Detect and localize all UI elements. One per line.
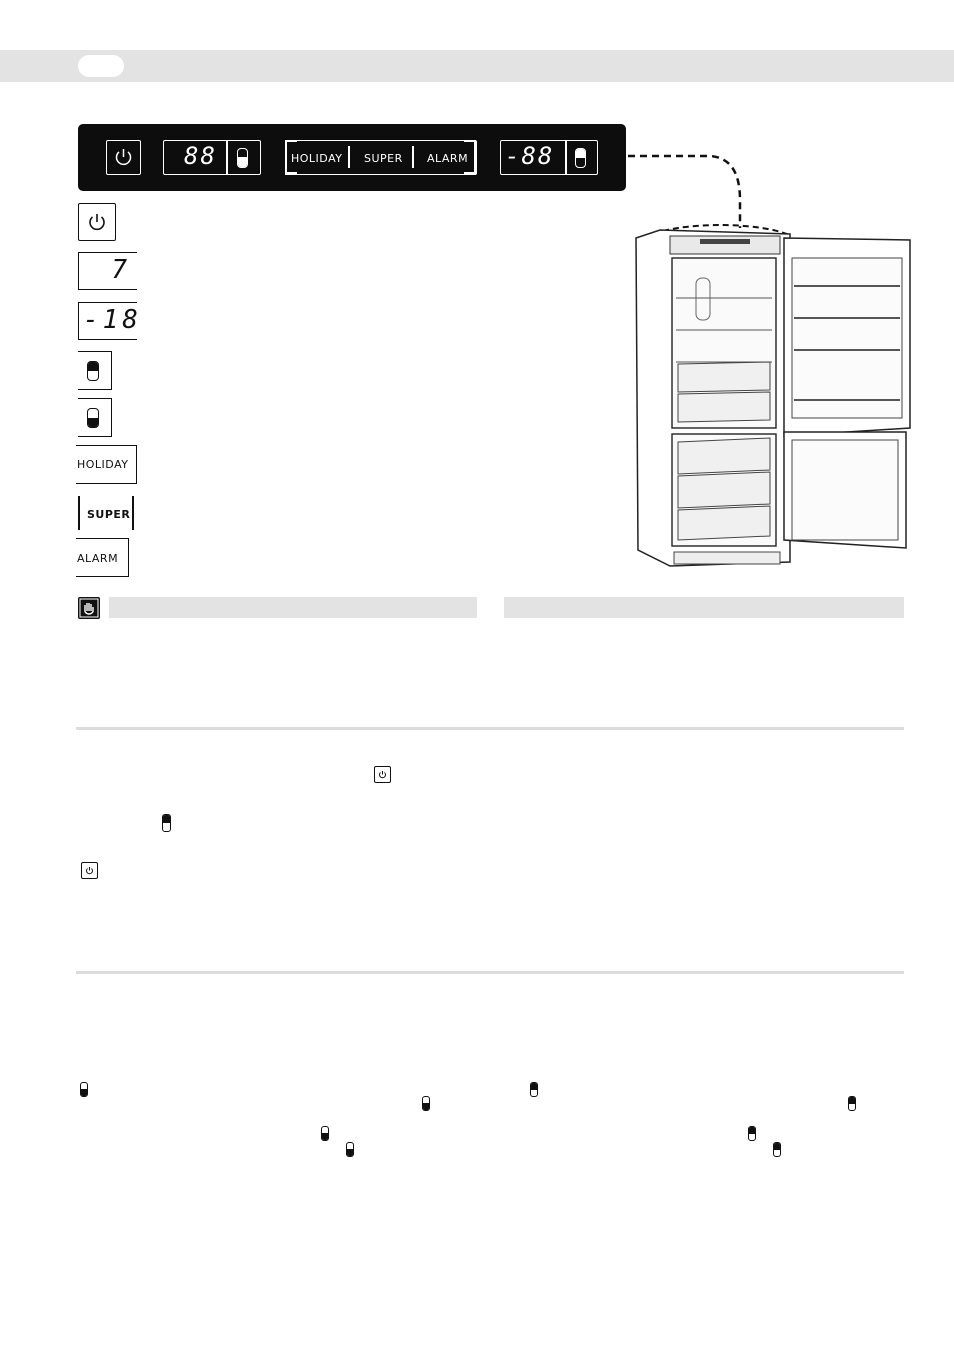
alarm-button[interactable]: ALARM: [427, 152, 469, 165]
temperature-selector-icon: [80, 1082, 88, 1097]
legend-fridge-temp: 7: [111, 255, 131, 285]
language-badge: [78, 55, 124, 77]
hand-warning-icon: [78, 597, 100, 619]
header-bar: [0, 50, 954, 82]
temperature-selector-icon: [773, 1142, 781, 1157]
holiday-button[interactable]: HOLIDAY: [291, 152, 343, 165]
temperature-selector-icon: [748, 1126, 756, 1141]
legend-freezer-selector: [78, 398, 112, 437]
power-icon: [81, 862, 98, 879]
power-icon: [374, 766, 391, 783]
temperature-selector-icon: [575, 148, 586, 168]
legend-freezer-temp: -18: [83, 305, 142, 335]
fridge-illustration: [630, 222, 914, 576]
temperature-selector-icon: [848, 1096, 856, 1111]
section-divider: [76, 727, 904, 730]
power-icon: [107, 141, 140, 174]
power-icon: [79, 204, 115, 240]
legend-super-label: SUPER: [87, 508, 131, 521]
temperature-selector-icon: [346, 1142, 354, 1157]
legend-alarm-label: ALARM: [77, 552, 119, 565]
legend-fridge-selector: [78, 351, 112, 390]
section-header-bar: [504, 597, 904, 618]
temperature-selector-icon: [162, 814, 171, 832]
temperature-selector-icon: [87, 361, 99, 381]
temperature-selector-icon: [321, 1126, 329, 1141]
temperature-selector-icon: [422, 1096, 430, 1111]
legend-freezer-display: [78, 302, 142, 340]
legend-power-button: [78, 203, 116, 241]
super-button[interactable]: SUPER: [364, 152, 403, 165]
fridge-temp-digits: 88: [184, 142, 217, 170]
freezer-temp-digits: -88: [505, 142, 555, 170]
freezer-display: [500, 140, 598, 175]
temperature-selector-icon: [237, 148, 248, 168]
legend-alarm-button: [76, 538, 129, 577]
panel-power-button[interactable]: [106, 140, 141, 175]
legend-fridge-display: [78, 252, 137, 290]
temperature-selector-icon: [87, 408, 99, 428]
temperature-selector-icon: [530, 1082, 538, 1097]
fridge-display: [163, 140, 261, 175]
control-panel: [78, 124, 626, 191]
legend-holiday-label: HOLIDAY: [77, 458, 129, 471]
section-divider: [76, 971, 904, 974]
legend-holiday-button: [76, 445, 137, 484]
section-header-bar: [109, 597, 477, 618]
